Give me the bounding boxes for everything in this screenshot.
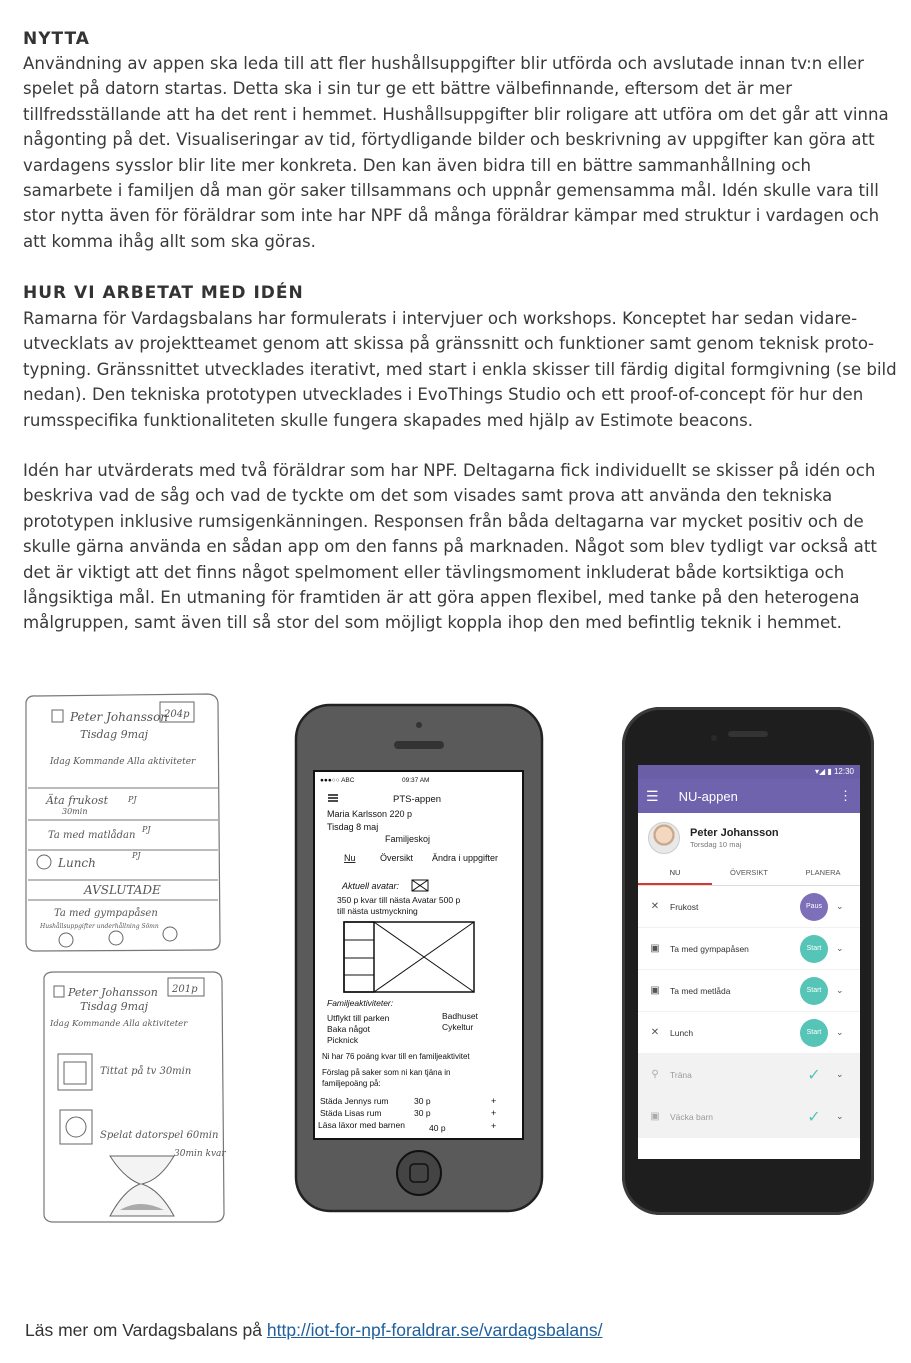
- chevron-down-icon[interactable]: ⌄: [836, 985, 844, 995]
- calendar-icon: ▣: [650, 943, 660, 954]
- task-label: Frukost: [670, 901, 699, 912]
- tab-nu[interactable]: NU: [638, 863, 712, 885]
- phone-camera: [711, 735, 717, 741]
- task-label: Lunch: [670, 1027, 694, 1038]
- more-options-icon[interactable]: ⋮: [839, 788, 852, 803]
- start-button[interactable]: Start: [800, 1019, 828, 1047]
- status-time: 12:30: [833, 767, 854, 776]
- task-label: Ta med gympapåsen: [670, 943, 749, 954]
- final-app-screen: [638, 765, 860, 1159]
- checkmark-icon: ✓: [807, 1066, 821, 1084]
- chevron-down-icon[interactable]: ⌄: [836, 1027, 844, 1037]
- chevron-down-icon[interactable]: ⌄: [836, 943, 844, 953]
- wf-fam1: Utflykt till parken: [327, 1013, 390, 1023]
- wf-s1: Städa Jennys rum: [320, 1096, 389, 1106]
- wf-group: Familjeskoj: [385, 834, 431, 844]
- chevron-down-icon[interactable]: ⌄: [836, 1111, 844, 1121]
- sketch2-item1: Tittat på tv 30min: [100, 1066, 192, 1077]
- wf-app-title: PTS-appen: [393, 794, 442, 805]
- paragraph-arbete-1: Ramarna för Vardagsbalans har formulerats i intervjuer och workshops. Konceptet har sedan vidareutvecklats av projektteamet genom att skissa på gränssnitt och funktioner samt genom teknisk prototypning. Gränssnittet utvecklades iterativt, med start i enkla skisser till färdig digital formgivning (se bild nedan). Den tekniska prototypen utvecklades i EvoThings Studio och ett proof-of-concept för hur den rumsspecifika funktionaliteten skulle fungera skapades med hjälp av Estimote beacons.: [23, 309, 897, 430]
- wf-s3p: 40 p: [429, 1123, 446, 1133]
- wf-fam5: Cykeltur: [442, 1022, 474, 1032]
- wf-points-line1: 350 p kvar till nästa Avatar 500 p: [337, 895, 461, 905]
- tab-oversikt[interactable]: ÖVERSIKT: [730, 868, 768, 877]
- sketch2-item2: Spelat datorspel 60min: [100, 1130, 219, 1141]
- wf-suggest1: Förslag på saker som ni kan tjäna in: [322, 1068, 451, 1077]
- sketch-1: [22, 692, 222, 954]
- task-row[interactable]: [638, 1012, 860, 1054]
- wf-remaining: Ni har 76 poäng kvar till en familjeaktivitet: [322, 1052, 470, 1061]
- app-title: NU-appen: [678, 788, 738, 804]
- footer-link[interactable]: http://iot-for-npf-foraldrar.se/vardagsbalans/: [266, 1320, 603, 1340]
- wf-fam-title: Familjeaktiviteter:: [327, 998, 394, 1008]
- sketch1-task3: Lunch: [58, 856, 96, 870]
- start-button[interactable]: Start: [800, 977, 828, 1005]
- wf-fam2: Baka något: [327, 1024, 371, 1034]
- tab-planera[interactable]: PLANERA: [805, 868, 841, 877]
- sketch2-date: Tisdag 9maj: [80, 1000, 149, 1013]
- profile-date: Torsdag 10 maj: [690, 840, 742, 849]
- start-button[interactable]: Start: [800, 935, 828, 963]
- chevron-down-icon[interactable]: ⌄: [836, 901, 844, 911]
- sketch1-points: 204p: [164, 709, 190, 720]
- wf-user: Maria Karlsson 220 p: [327, 809, 413, 819]
- sketch1-task2-sub: PJ: [142, 825, 151, 834]
- task-label: Väcka barn: [670, 1111, 713, 1122]
- done-task-row[interactable]: [638, 1054, 860, 1096]
- sketch1-section: AVSLUTADE: [84, 883, 161, 897]
- sketch-2: [40, 970, 226, 1226]
- sketch1-task4: Ta med gympapåsen: [54, 908, 158, 919]
- wf-s2p: 30 p: [414, 1108, 431, 1118]
- wf-suggest2: familjepoäng på:: [322, 1079, 381, 1088]
- wf-fam4: Badhuset: [442, 1011, 478, 1021]
- cutlery-icon: ✕: [650, 1027, 660, 1038]
- footer-text: Läs mer om Vardagsbalans på: [25, 1320, 267, 1340]
- calendar-icon: ▣: [650, 1111, 660, 1122]
- wf-carrier: ●●●○○ ABC: [320, 777, 355, 784]
- task-label: Ta med metlåda: [670, 985, 731, 996]
- wf-s3: Läsa läxor med barnen: [318, 1120, 405, 1130]
- wf-tab-oversikt: Översikt: [380, 853, 414, 863]
- wf-s1p: 30 p: [414, 1096, 431, 1106]
- task-row[interactable]: [638, 970, 860, 1012]
- status-bar: ▾◢ ▮ 12:30: [638, 765, 860, 779]
- wf-time: 09:37 AM: [402, 777, 430, 784]
- phone-speaker: [728, 731, 768, 737]
- wf-avatar-label: Aktuell avatar:: [342, 881, 400, 891]
- paragraph-nytta: Användning av appen ska leda till att fler hushållsuppgifter blir utförda och avslutade innan tv:n eller spelet på datorn startas. Detta ska i sin tur ge ett bättre välbefinnande, eftersom det är mer tillfredsställande att ha det rent i hemmet. Hushållsuppgifter blir roligare att utföra om det går att vinna någonting på det. Visualiseringar av tid, förtydligande bilder och beskrivning av uppgifter kan göra att vardagens sysslor blir lite mer konkreta. Den kan även bidra till en bättre sammanhållning och samarbete i familjen då man gör saker tillsammans och uppnår gemensamma mål. Idén skulle vara till stor nytta även för föräldrar som inte har NPF då många föräldrar kämpar med struktur i vardagen och att komma ihåg allt som ska göras.: [23, 54, 889, 251]
- wf-tab-nu: Nu: [344, 853, 356, 863]
- pause-button[interactable]: Paus: [800, 893, 828, 921]
- footer: [25, 1320, 602, 1341]
- app-bar: [638, 779, 860, 813]
- sketch1-task2: Ta med matlådan: [48, 830, 136, 841]
- checkmark-icon: ✓: [807, 1108, 821, 1126]
- avatar: [648, 822, 680, 854]
- chevron-down-icon[interactable]: ⌄: [836, 1069, 844, 1079]
- calendar-icon: ▣: [650, 985, 660, 996]
- sketch1-name: Peter Johansson: [70, 710, 169, 724]
- wf-plus-1: +: [491, 1096, 497, 1106]
- wf-fam3: Picknick: [327, 1035, 359, 1045]
- cutlery-icon: ✕: [650, 901, 660, 912]
- hamburger-menu-icon[interactable]: ☰: [646, 787, 659, 804]
- task-label: Träna: [670, 1069, 692, 1080]
- sketch2-points: 201p: [172, 984, 198, 995]
- done-task-row[interactable]: [638, 1096, 860, 1138]
- sketch1-task1: Äta frukost: [46, 794, 108, 807]
- sketch1-task1-sub: PJ: [128, 795, 137, 804]
- sketch1-date: Tisdag 9maj: [80, 728, 149, 741]
- profile-name: Peter Johansson: [690, 827, 779, 839]
- sketch1-task1-time: 30min: [62, 807, 88, 816]
- task-row[interactable]: [638, 886, 860, 928]
- wf-plus-3: +: [491, 1121, 497, 1131]
- tab-bar: [638, 863, 860, 886]
- wf-plus-2: +: [491, 1108, 497, 1118]
- wireframe-phone: [294, 703, 544, 1213]
- profile-header: [638, 813, 860, 863]
- paragraph-arbete-2: Idén har utvärderats med två föräldrar som har NPF. Deltagarna fick individuellt se skisser på idén och beskriva vad de såg och vad de tyckte om det som visades samt prova att använda den tekniska prototypen inklusive rumsigenkänningen. Responsen från båda deltagarna var mycket positiv och de skulle gärna använda en sådan app om den fanns på marknaden. Något som blev tydligt var också att det är viktigt att det finns något spelmoment eller tävlingsmoment inkluderat både kortsiktiga och långsiktiga mål. En utmaning för framtiden är att göra appen flexibel, med tanke på den heterogena målgruppen, samt även till så stor del som möjligt koppla ihop den med befintlig teknik i hemmet.: [23, 461, 877, 633]
- sketch1-task3-sub: PJ: [132, 851, 141, 860]
- task-row[interactable]: [638, 928, 860, 970]
- wf-date: Tisdag 8 maj: [327, 822, 379, 832]
- sketch2-name: Peter Johansson: [68, 986, 158, 999]
- wf-s2: Städa Lisas rum: [320, 1108, 382, 1118]
- sketch2-tabs: Idag Kommande Alla aktiviteter: [50, 1019, 188, 1029]
- wf-tab-andra: Ändra i uppgifter: [432, 853, 499, 863]
- wf-points-line2: till nästa ustmyckning: [337, 906, 418, 916]
- sketch1-tabs: Idag Kommande Alla aktiviteter: [50, 757, 196, 767]
- sketch2-timer: 30min kvar: [174, 1149, 226, 1159]
- section-title-nytta: NYTTA: [23, 29, 90, 49]
- section-title-arbete: HUR VI ARBETAT MED IDÉN: [23, 283, 304, 303]
- sketch1-nav: Hushållsuppgifter underhållning Sömn: [40, 923, 159, 930]
- exercise-icon: ⚲: [651, 1069, 659, 1080]
